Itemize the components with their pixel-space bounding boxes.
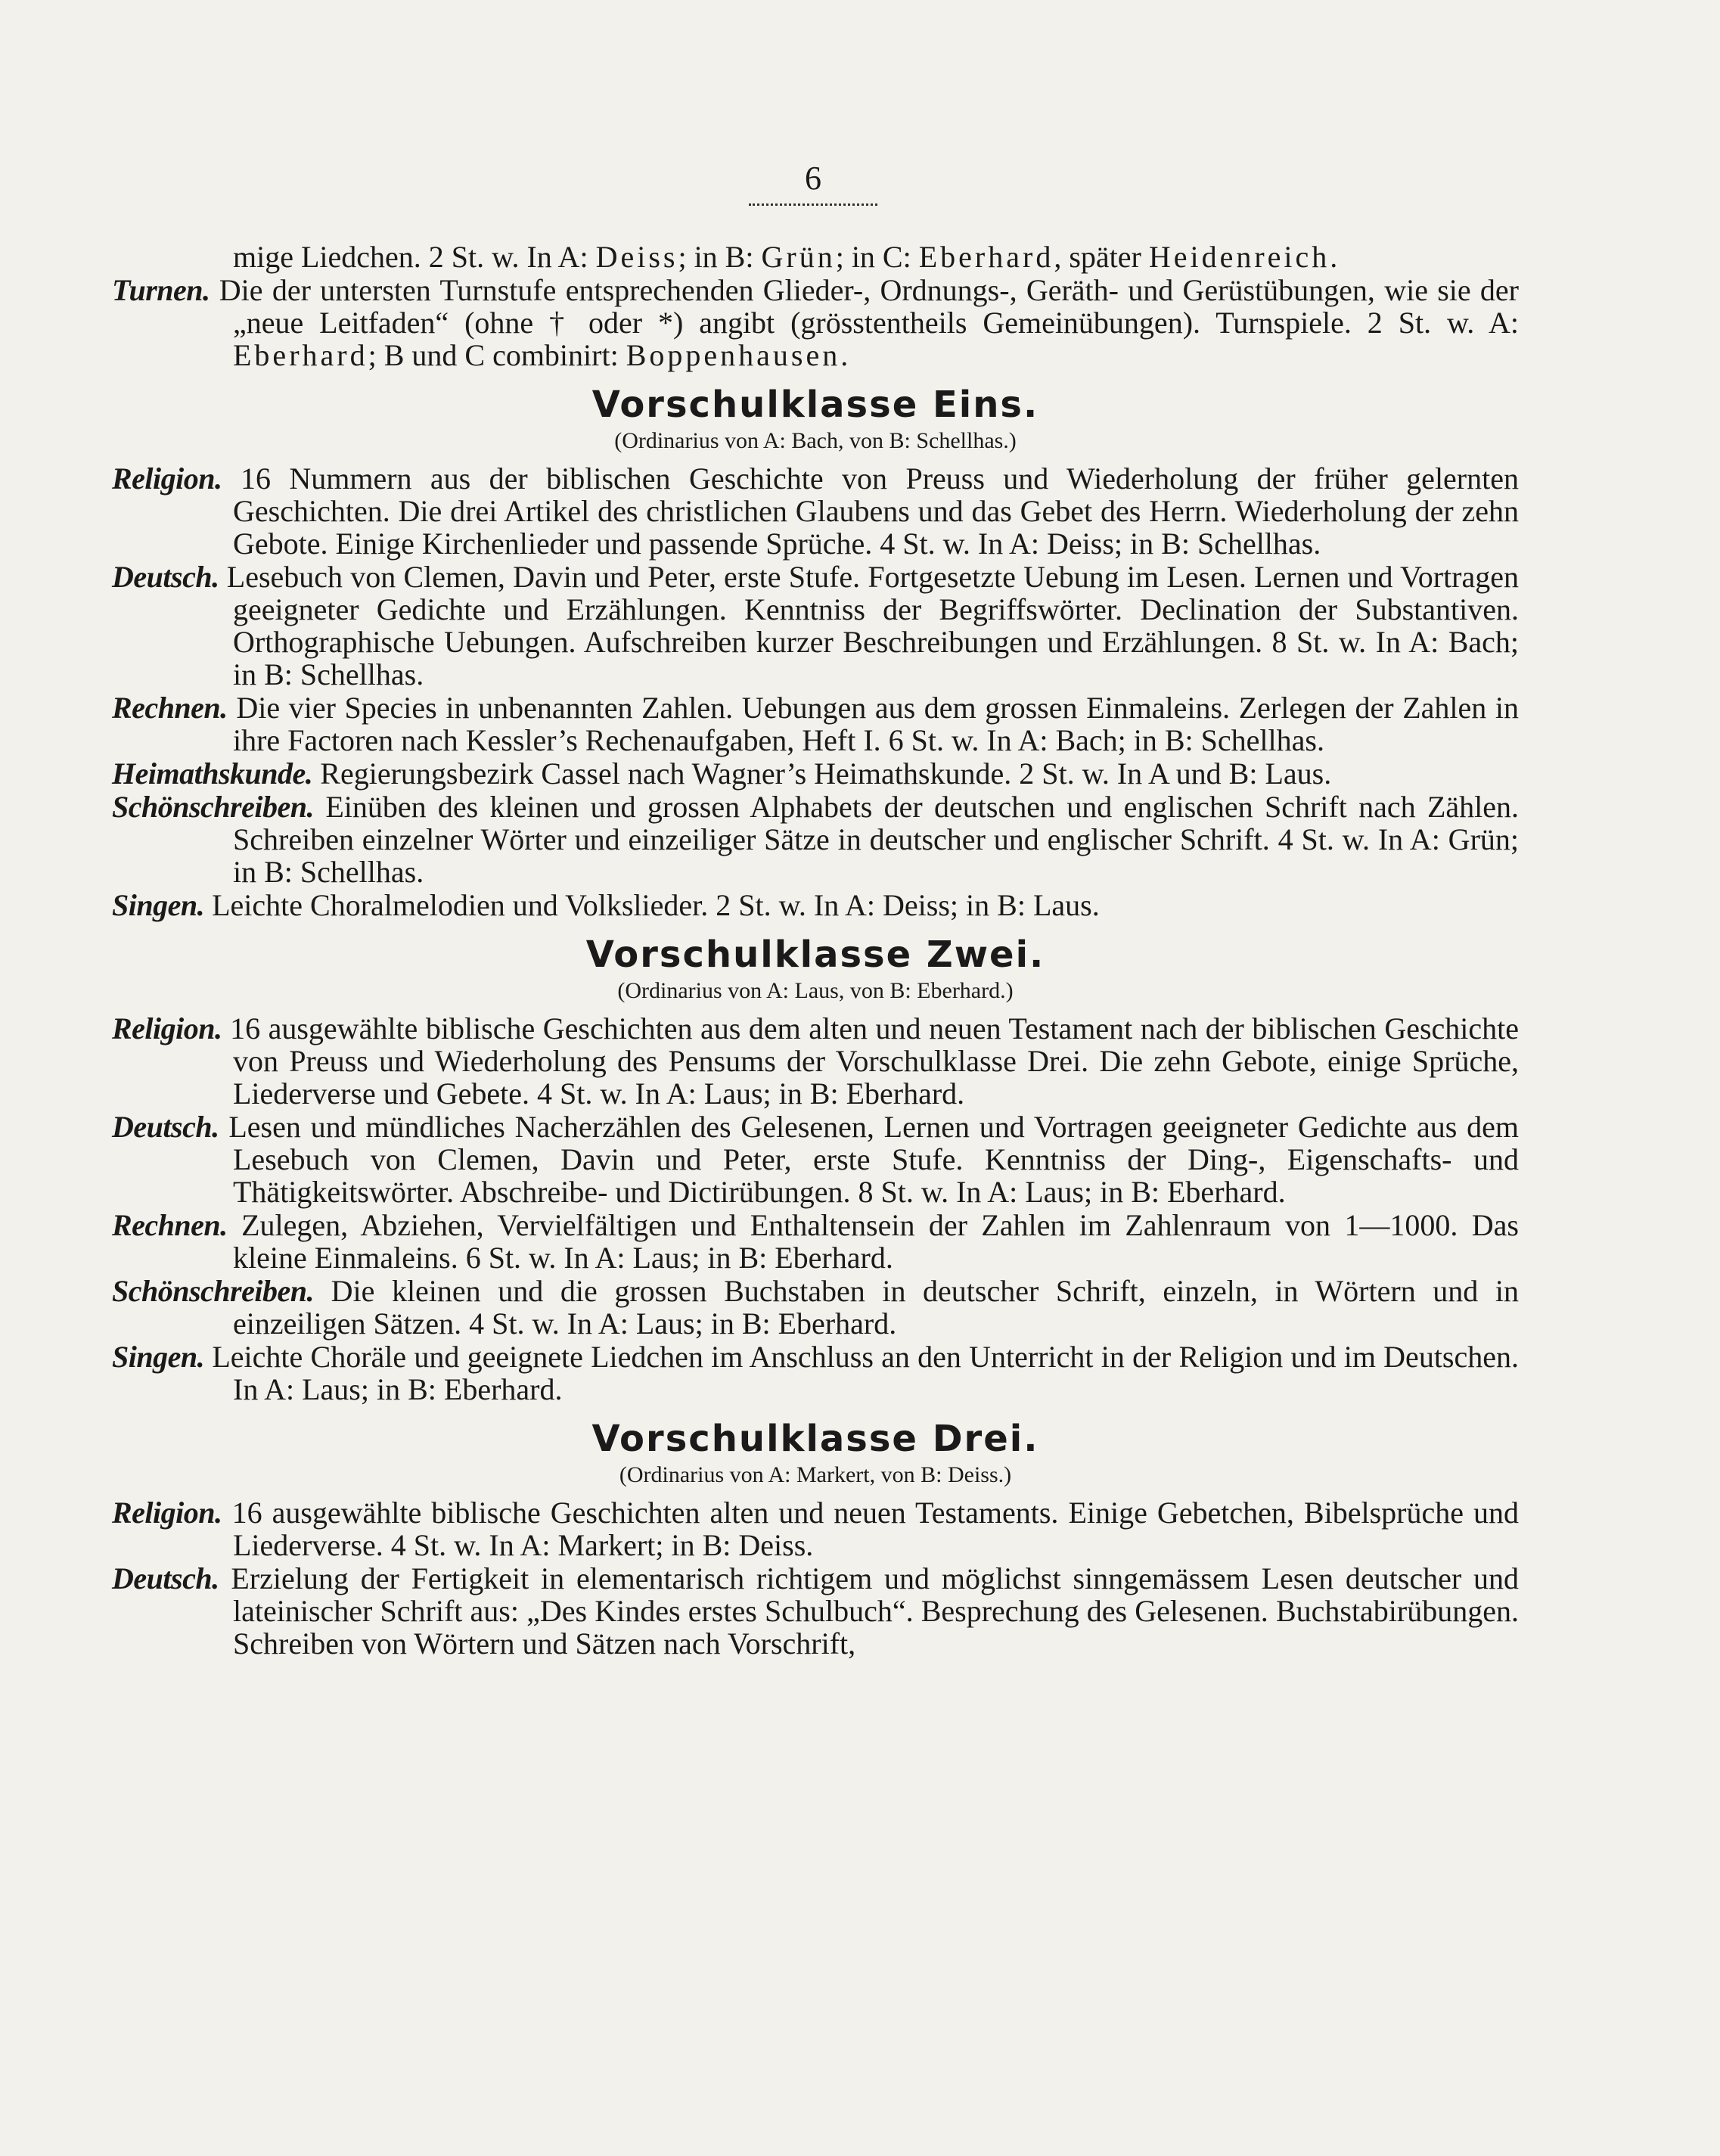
entry (112, 889, 1519, 921)
entry-text: Lesen und mündliches Nacherzählen des Gelesenen, Lernen und Vortragen geeigneter Gedichte aus dem Lesebuch von Clemen, Davin und Peter, erste Stufe. Kenntniss der Ding-, Eigenschafts- und Thätigkeitswörter. Abschreibe- und Dictirübungen. 8 St. w. In A: Laus; in B: Eberhard. (228, 1110, 1520, 1209)
section-ordinarius: (Ordinarius von A: Bach, von B: Schellhas.) (614, 428, 1017, 453)
subject-label: Religion. (112, 461, 222, 496)
teacher-name: Heidenreich (1148, 240, 1330, 274)
teacher-name: Eberhard (233, 338, 368, 372)
section-heading: Vorschulklasse Zwei. (585, 934, 1045, 976)
section-ordinarius: (Ordinarius von A: Markert, von B: Deiss.) (619, 1462, 1012, 1487)
entry-text: Regierungsbezirk Cassel nach Wagner’s Heimathskunde. 2 St. w. In A und B: Laus. (320, 756, 1332, 791)
turnen-paragraph (112, 274, 1519, 371)
entry (112, 1012, 1519, 1110)
entry-text: 16 ausgewählte biblische Geschichten aus dem alten und neuen Testament nach der biblischen Geschichte von Preuss und Wiederholung des Pensums der Vorschulklasse Drei. Die zehn Gebote, einige Sprüche, Liederverse und Gebete. 4 St. w. In A: Laus; in B: Eberhard. (230, 1011, 1520, 1111)
teacher-name: Eberhard (918, 240, 1054, 274)
entry (112, 1562, 1519, 1660)
entry-text: Erzielung der Fertigkeit in elementarisch richtigem und möglichst sinngemässem Lesen deutscher und lateinischer Schrift aus: „Des Kindes erstes Schulbuch“. Besprechung des Gelesenen. Buchstabirübungen. Schreiben von Wörtern und Sätzen nach Vorschrift, (231, 1561, 1520, 1660)
entry-text: Lesebuch von Clemen, Davin und Peter, erste Stufe. Fortgesetzte Uebung im Lesen. Lernen und Vortragen geeigneter Gedichte und Erzählungen. Kenntniss der Begriffswörter. Declination der Substantiven. Orthographische Uebungen. Aufschreiben kurzer Beschreibungen und Erzählungen. 8 St. w. In A: Bach; in B: Schellhas. (226, 560, 1520, 691)
entry (112, 1496, 1519, 1561)
intro-text: ; in C: (835, 240, 919, 274)
subject-label: Rechnen. (112, 1208, 228, 1242)
subject-label: Deutsch. (112, 1110, 219, 1144)
subject-label: Schönschreiben. (112, 790, 314, 824)
entry-text: Zulegen, Abziehen, Vervielfältigen und Enthaltensein der Zahlen im Zahlenraum von 1—1000. Das kleine Einmaleins. 6 St. w. In A: Laus; in B: Eberhard. (233, 1208, 1520, 1275)
entry-text: Die der untersten Turnstufe entsprechenden Glieder-, Ordnungs-, Geräth- und Gerüstübungen, wie sie der „neue Leitfaden“ (ohne † oder *) angibt (grösstentheils Gemeinübungen). Turnspiele. 2 St. w. A: (219, 273, 1519, 340)
intro-paragraph (112, 241, 1519, 273)
entry (112, 1209, 1519, 1274)
entry (112, 791, 1519, 888)
entry (112, 561, 1519, 691)
entry-text: Einüben des kleinen und grossen Alphabets der deutschen und englischen Schrift nach Zählen. Schreiben einzelner Wörter und einzeiliger Sätze in deutscher und englischer Schrift. 4 St. w. In A: Grün; in B: Schellhas. (233, 790, 1520, 889)
entry-text: Die kleinen und die grossen Buchstaben in deutscher Schrift, einzeln, in Wörtern und in einzeiligen Sätzen. 4 St. w. In A: Laus; in B: Eberhard. (233, 1274, 1519, 1341)
entry (112, 1111, 1519, 1208)
page-number-text: 6 (805, 160, 821, 197)
subject-label: Rechnen. (112, 691, 228, 725)
entry-text: ; B und C combinirt: (368, 338, 626, 372)
intro-text: . (1330, 240, 1338, 274)
section-ordinarius: (Ordinarius von A: Laus, von B: Eberhard.) (617, 978, 1014, 1003)
teacher-name: Grün (761, 240, 836, 274)
entry-text: . (840, 338, 849, 372)
subject-label: Singen. (112, 888, 205, 922)
subject-label: Deutsch. (112, 560, 219, 594)
subject-label: Heimathskunde. (112, 756, 313, 791)
intro-text: mige Liedchen. 2 St. w. In A: (233, 240, 596, 274)
entry-text: Leichte Choralmelodien und Volkslieder. 2 St. w. In A: Deiss; in B: Laus. (212, 888, 1100, 922)
entry-text: Die vier Species in unbenannten Zahlen. Uebungen aus dem grossen Einmaleins. Zerlegen der Zahlen in ihre Factoren nach Kessler’s Rechenaufgaben, Heft I. 6 St. w. In A: Bach; in B: Schellhas. (233, 691, 1520, 757)
subject-label: Singen. (112, 1340, 205, 1374)
intro-text: , später (1054, 240, 1149, 274)
entry-text: Leichte Choräle und geeignete Liedchen im Anschluss an den Unterricht in der Religion und im Deutschen. In A: Laus; in B: Eberhard. (212, 1340, 1520, 1406)
page-content (112, 241, 1519, 1660)
subject-label: Schönschreiben. (112, 1274, 314, 1308)
entry (112, 1341, 1519, 1406)
subject-label: Turnen. (112, 273, 210, 307)
section-heading: Vorschulklasse Eins. (591, 384, 1039, 426)
teacher-name: Deiss (595, 240, 678, 274)
section-heading: Vorschulklasse Drei. (591, 1418, 1039, 1460)
subject-label: Religion. (112, 1011, 222, 1045)
page-number (0, 159, 1626, 206)
teacher-name: Boppenhausen (626, 338, 841, 372)
entry-text: 16 Nummern aus der biblischen Geschichte von Preuss und Wiederholung der früher gelernten Geschichten. Die drei Artikel des christlichen Glaubens und das Gebet des Herrn. Wiederholung der zehn Gebote. Einige Kirchenlieder und passende Sprüche. 4 St. w. In A: Deiss; in B: Schellhas. (233, 461, 1519, 561)
entry (112, 1275, 1519, 1340)
entry (112, 757, 1519, 790)
entry (112, 462, 1519, 560)
intro-text: ; in B: (678, 240, 762, 274)
entry (112, 691, 1519, 756)
subject-label: Religion. (112, 1496, 222, 1530)
entry-text: 16 ausgewählte biblische Geschichten alten und neuen Testaments. Einige Gebetchen, Bibelsprüche und Liederverse. 4 St. w. In A: Markert; in B: Deiss. (231, 1496, 1520, 1562)
subject-label: Deutsch. (112, 1561, 219, 1595)
page-number-flourish (749, 199, 877, 206)
